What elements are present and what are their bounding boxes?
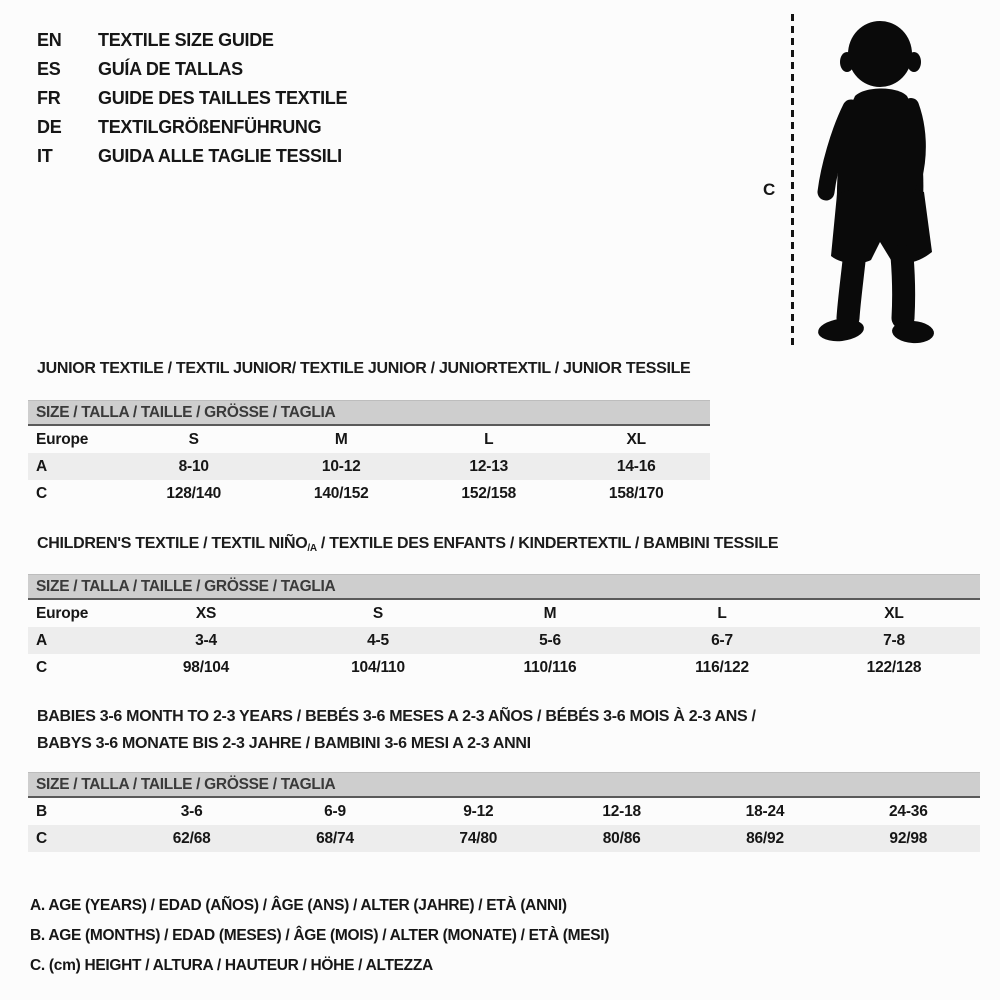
table-row (28, 426, 710, 453)
size-cell: S (372, 604, 384, 622)
size-cell: 3-4 (195, 631, 217, 649)
size-header-bar: SIZE / TALLA / TAILLE / GRÖSSE / TAGLIA (28, 772, 980, 798)
size-cell: XL (884, 604, 904, 622)
section-heading-junior (37, 360, 690, 378)
language-code: EN (37, 30, 62, 50)
size-cell: XL (626, 430, 646, 448)
row-label: A (36, 457, 47, 475)
footnote-a: A. AGE (YEARS) / EDAD (AÑOS) / ÂGE (ANS) / ALTER (JAHRE) / ETÀ (ANNI) (30, 897, 567, 914)
size-cell: 24-36 (888, 802, 928, 820)
table-row (28, 480, 710, 507)
footnotes (30, 891, 609, 981)
table-row (28, 627, 980, 654)
size-cell: 80/86 (602, 829, 641, 847)
size-cell: 98/104 (182, 658, 230, 676)
size-cell: M (543, 604, 557, 622)
size-cell: 158/170 (608, 484, 664, 502)
footnote-b: B. AGE (MONTHS) / EDAD (MESES) / ÂGE (MOIS) / ALTER (MONATE) / ETÀ (MESI) (30, 927, 610, 944)
size-cell: 74/80 (459, 829, 498, 847)
size-cell: 6-9 (324, 802, 346, 820)
section-heading-text: JUNIOR TEXTILE / TEXTIL JUNIOR/ TEXTILE JUNIOR / JUNIORTEXTIL / JUNIOR TESSILE (37, 360, 691, 377)
size-cell: 122/128 (866, 658, 922, 676)
size-cell: S (188, 430, 199, 448)
section-heading-children (37, 535, 778, 554)
size-cell: 92/98 (889, 829, 928, 847)
size-cell: 104/110 (351, 658, 405, 676)
section-heading-babies (37, 703, 756, 757)
size-cell: 62/68 (172, 829, 211, 847)
language-row (37, 55, 347, 84)
size-cell: 152/158 (461, 484, 517, 502)
size-cell: XS (195, 604, 217, 622)
row-label: C (36, 658, 47, 676)
row-label: Europe (36, 604, 89, 622)
size-cell: 9-12 (463, 802, 494, 820)
size-cell: 4-5 (367, 631, 389, 649)
language-code: DE (37, 117, 62, 137)
size-cell: 5-6 (539, 631, 561, 649)
size-cell: 140/152 (313, 484, 369, 502)
size-cell: 7-8 (883, 631, 905, 649)
language-code: FR (37, 88, 61, 108)
language-row (37, 113, 347, 142)
size-cell: 18-24 (745, 802, 785, 820)
size-cell: 12-13 (469, 457, 509, 475)
size-cell: 86/92 (746, 829, 784, 847)
footnote-c: C. (cm) HEIGHT / ALTURA / HAUTEUR / HÖHE / ALTEZZA (30, 957, 433, 974)
figure-height-label: C (763, 180, 776, 199)
table-row (28, 825, 980, 852)
size-cell: 6-7 (711, 631, 733, 649)
language-row (37, 84, 347, 113)
language-title: GUIDA ALLE TAGLIE TESSILI (98, 146, 342, 166)
row-label: Europe (36, 430, 89, 448)
size-header-bar: SIZE / TALLA / TAILLE / GRÖSSE / TAGLIA (28, 400, 710, 426)
table-row (28, 798, 980, 825)
language-code: IT (37, 146, 53, 166)
section-heading-text: BABIES 3-6 MONTH TO 2-3 YEARS / BEBÉS 3-6 MESES A 2-3 AÑOS / BÉBÉS 3-6 MOIS À 2-3 ANS / (37, 708, 756, 725)
size-cell: 10-12 (321, 457, 361, 475)
section-heading-text: CHILDREN'S TEXTILE / TEXTIL NIÑO (37, 535, 308, 552)
section-heading-subscript: /A (307, 543, 317, 554)
language-title: GUIDE DES TAILLES TEXTILE (98, 88, 348, 108)
size-cell: 8-10 (178, 457, 209, 475)
table-row (28, 654, 980, 681)
language-title: TEXTILGRÖßENFÜHRUNG (98, 117, 322, 137)
size-cell: 12-18 (602, 802, 641, 820)
size-table-children (28, 574, 980, 681)
language-title: TEXTILE SIZE GUIDE (98, 30, 274, 50)
language-row (37, 142, 347, 171)
language-row (37, 26, 347, 55)
row-label: A (36, 631, 47, 649)
language-code: ES (37, 59, 61, 79)
size-cell: M (334, 430, 348, 448)
size-cell: L (717, 604, 727, 622)
height-measure-dashed-line (791, 14, 794, 346)
section-heading-text: / TEXTILE DES ENFANTS / KINDERTEXTIL / BAMBINI TESSILE (316, 535, 779, 552)
size-table-junior (28, 400, 710, 507)
size-cell: 110/116 (523, 658, 577, 676)
size-cell: 3-6 (180, 802, 203, 820)
table-row (28, 600, 980, 627)
size-table-babies (28, 772, 980, 852)
size-cell: 116/122 (695, 658, 749, 676)
size-cell: 128/140 (166, 484, 222, 502)
language-title: GUÍA DE TALLAS (98, 59, 243, 79)
size-header-bar: SIZE / TALLA / TAILLE / GRÖSSE / TAGLIA (28, 574, 980, 600)
language-list (37, 26, 347, 171)
section-heading-text: BABYS 3-6 MONATE BIS 2-3 JAHRE / BAMBINI 3-6 MESI A 2-3 ANNI (37, 735, 531, 752)
size-cell: 68/74 (316, 829, 354, 847)
size-cell: L (484, 430, 494, 448)
row-label: B (36, 802, 47, 820)
table-row (28, 453, 710, 480)
row-label: C (36, 484, 47, 502)
toddler-silhouette-icon (803, 12, 953, 347)
size-cell: 14-16 (616, 457, 656, 475)
row-label: C (36, 829, 47, 847)
